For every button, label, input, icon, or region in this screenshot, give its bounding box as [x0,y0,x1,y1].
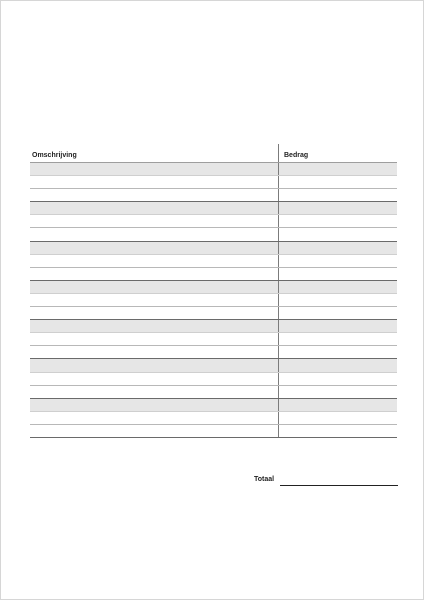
total-label: Totaal [254,476,275,483]
table-row [30,386,397,399]
amount-cell[interactable] [278,425,397,437]
table-row [30,202,397,215]
description-cell[interactable] [30,386,278,398]
amount-cell[interactable] [278,294,397,306]
amount-cell[interactable] [278,359,397,371]
description-cell[interactable] [30,359,278,371]
amount-cell[interactable] [278,228,397,240]
amount-cell[interactable] [278,281,397,293]
description-cell[interactable] [30,320,278,332]
amount-cell[interactable] [278,333,397,345]
table-row [30,268,397,281]
table-row [30,333,397,346]
table-row [30,412,397,425]
description-cell[interactable] [30,412,278,424]
description-cell[interactable] [30,281,278,293]
table-row [30,281,397,294]
table-row [30,346,397,359]
amount-cell[interactable] [278,189,397,201]
description-cell[interactable] [30,425,278,437]
amount-cell[interactable] [278,346,397,358]
table-header [30,144,397,162]
description-cell[interactable] [30,189,278,201]
table-row [30,228,397,241]
amount-cell[interactable] [278,307,397,319]
amount-cell[interactable] [278,320,397,332]
amount-cell[interactable] [278,242,397,254]
description-cell[interactable] [30,346,278,358]
description-cell[interactable] [30,242,278,254]
amount-cell[interactable] [278,176,397,188]
expense-table [30,144,397,438]
description-cell[interactable] [30,333,278,345]
table-row [30,425,397,438]
description-cell[interactable] [30,294,278,306]
description-cell[interactable] [30,228,278,240]
table-row [30,189,397,202]
description-cell[interactable] [30,202,278,214]
description-cell[interactable] [30,176,278,188]
description-cell[interactable] [30,215,278,227]
description-cell[interactable] [30,268,278,280]
table-row [30,242,397,255]
description-cell[interactable] [30,163,278,175]
table-row [30,163,397,176]
description-cell[interactable] [30,373,278,385]
table-row [30,215,397,228]
description-cell[interactable] [30,255,278,267]
header-description: Omschrijving [32,152,77,159]
total-value-line[interactable] [280,485,398,486]
table-body [30,162,397,438]
amount-cell[interactable] [278,202,397,214]
table-row [30,399,397,412]
amount-cell[interactable] [278,386,397,398]
table-row [30,320,397,333]
amount-cell[interactable] [278,373,397,385]
description-cell[interactable] [30,307,278,319]
table-row [30,359,397,372]
table-row [30,307,397,320]
total-section [240,476,398,488]
amount-cell[interactable] [278,412,397,424]
amount-cell[interactable] [278,255,397,267]
table-row [30,373,397,386]
description-cell[interactable] [30,399,278,411]
table-row [30,294,397,307]
amount-cell[interactable] [278,268,397,280]
table-row [30,255,397,268]
amount-cell[interactable] [278,399,397,411]
table-row [30,176,397,189]
amount-cell[interactable] [278,215,397,227]
amount-cell[interactable] [278,163,397,175]
header-amount: Bedrag [278,144,397,162]
